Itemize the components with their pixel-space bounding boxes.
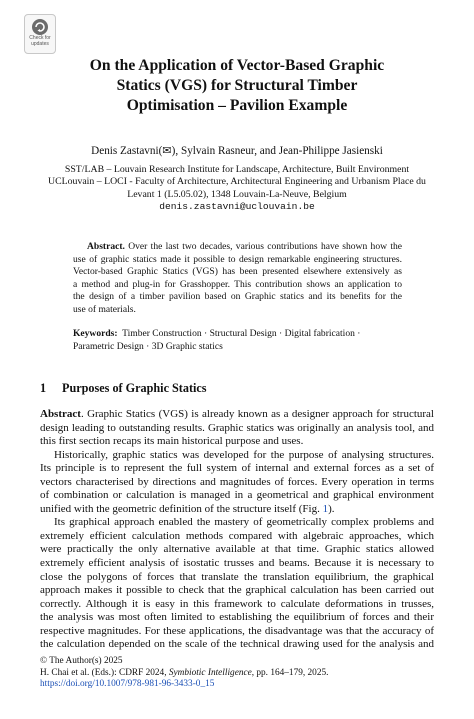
- body-p2-last-suffix: ).: [328, 502, 335, 515]
- keywords-line: [73, 328, 402, 341]
- body-text: [40, 408, 434, 652]
- figure-reference-link[interactable]: 1: [322, 502, 329, 515]
- body-line: extremely efficient calculation methods compared with algebraic approaches, which: [40, 529, 434, 542]
- keywords-first-line: Timber Construction · Structural Design · Digital fabrication ·: [122, 328, 361, 339]
- citation-title: Symbiotic Intelligence: [168, 667, 252, 678]
- body-line: this first section recaps its main historical purpose and uses.: [40, 435, 304, 448]
- body-line: design leading to outstanding results. Graphic statics was originally an analysis tool, and: [40, 421, 434, 434]
- title-line: Statics (VGS) for Structural Timber: [116, 77, 358, 94]
- abstract-line: use of materials.: [73, 303, 136, 315]
- keywords: [73, 328, 402, 353]
- body-line: correctly. Although it is easy in this framework to calculate deformations in trusses,: [40, 597, 434, 610]
- body-p2-last-prefix: unified with the geometric definition of the structure itself (Fig.: [40, 502, 323, 515]
- body-line: Historically, graphic statics was developed for the purpose of analysing structures.: [54, 448, 434, 461]
- body-line: [40, 503, 434, 517]
- affiliation-line: SST/LAB – Louvain Research Institute for Landscape, Architecture, Built Environment: [64, 164, 410, 175]
- abstract-line: the design of a timber pavilion based on Graphic statics and its benefits for the: [73, 291, 402, 302]
- abstract-label: Abstract.: [87, 241, 125, 252]
- body-p1-first: . Graphic Statics (VGS) is already known as a designer approach for structural: [80, 408, 434, 420]
- author-email[interactable]: denis.zastavni@uclouvain.be: [159, 201, 315, 213]
- keywords-label: Keywords:: [73, 328, 118, 339]
- body-abstract-label: Abstract: [40, 408, 81, 420]
- doi-line: [40, 679, 434, 691]
- body-line: of combination or calculation is managed in a geometrical and graphical environment: [40, 489, 434, 502]
- body-line: close the polygons of forces that translate the translation equilibrium, the graphical: [40, 570, 434, 583]
- check-for-updates-badge[interactable]: [24, 14, 56, 54]
- citation-suffix: , pp. 164–179, 2025.: [251, 667, 329, 678]
- keywords-line: Parametric Design · 3D Graphic statics: [73, 340, 223, 352]
- citation-prefix: H. Chai et al. (Eds.): CDRF 2024,: [40, 667, 169, 678]
- page-footer: [40, 656, 434, 691]
- body-line: [40, 408, 434, 422]
- abstract-line: Vector-based Graphic Statics (VGS) has been presented elsewhere extensively as: [73, 266, 402, 277]
- badge-label-line2: updates: [31, 40, 49, 47]
- body-line: were practically the only alternative available at that time. Graphic statics allowed: [40, 543, 434, 556]
- body-line: extremely efficient analysis of isostatic trusses and beams. Because it is necessary to: [40, 557, 434, 570]
- affiliation: [20, 164, 454, 214]
- citation: [40, 668, 434, 680]
- abstract: [73, 241, 402, 316]
- badge-label: [25, 36, 55, 47]
- update-icon: [31, 18, 49, 36]
- title-line: On the Application of Vector-Based Graphic: [89, 57, 385, 74]
- abstract-line: use of graphic statics made it possible to design remarkable engineering structures.: [73, 253, 402, 265]
- authors: Denis Zastavni(✉), Sylvain Rasneur, and Jean-Philippe Jasienski: [91, 145, 383, 157]
- section-number: 1: [40, 381, 47, 395]
- copyright: © The Author(s) 2025: [40, 656, 123, 666]
- affiliation-line: Levant 1 (L5.05.02), 1348 Louvain-La-Neuve, Belgium: [127, 188, 347, 200]
- section-title-text: Purposes of Graphic Statics: [62, 381, 207, 395]
- doi-link[interactable]: https://doi.org/10.1007/978-981-96-3433-0_15: [40, 679, 215, 690]
- paper-title: [40, 56, 434, 116]
- body-line: Its principle is to represent the full system of internal and external forces as a set of: [40, 462, 434, 475]
- body-line: Its graphical approach enabled the mastery of geometrically complex problems and: [54, 516, 434, 529]
- title-line: Optimisation – Pavilion Example: [126, 97, 348, 114]
- badge-label-line1: Check for: [29, 35, 51, 41]
- affiliation-line: UCLouvain – LOCI - Faculty of Architecture, Architectural Engineering and Urbanism Place du: [48, 176, 426, 188]
- abstract-line: a method and plug-in for Grasshopper. This contribution shows an application to: [73, 278, 402, 290]
- abstract-first-line: Over the last two decades, various contributions have shown how the: [128, 241, 402, 252]
- body-line: approach makes it possible to check that the graphical calculation has been carried out: [40, 584, 434, 597]
- body-line: vectors characterised by directions and magnitudes of forces. Every operation in terms: [40, 475, 434, 488]
- section-heading: [40, 381, 207, 396]
- abstract-line: [73, 241, 402, 254]
- body-line: the analysis was most often limited to establishing the equilibrium of forces and their: [40, 611, 434, 624]
- body-line: the calculation depended on the scale of the technical drawing used for the analysis and: [40, 638, 434, 651]
- body-line: respective magnitudes. For these applications, the disadvantage was that the accuracy of: [40, 624, 434, 637]
